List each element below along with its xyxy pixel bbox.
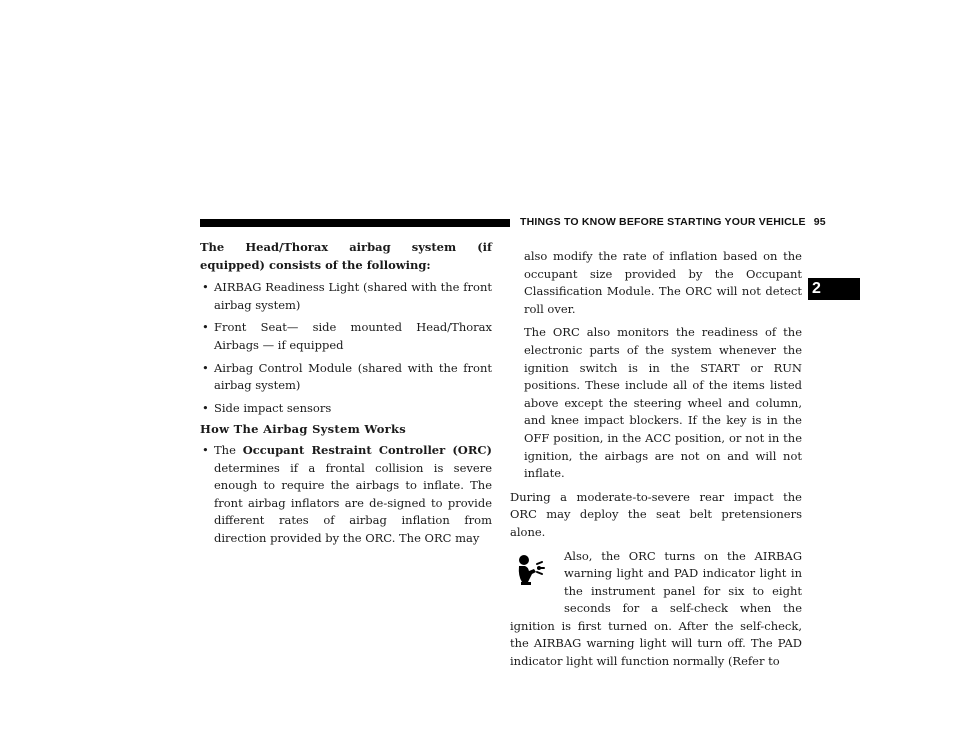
header-bar bbox=[200, 219, 510, 227]
list-item: • Airbag Control Module (shared with the front airbag system) bbox=[202, 360, 492, 393]
left-column bbox=[200, 239, 492, 548]
section-title: THINGS TO KNOW BEFORE STARTING YOUR VEHICLE bbox=[520, 216, 806, 228]
list-item: • Side impact sensors bbox=[200, 400, 492, 418]
page-number: 95 bbox=[813, 216, 826, 228]
bullet-icon: • bbox=[202, 400, 209, 415]
bullet-icon: • bbox=[202, 320, 209, 335]
list-item: • Front Seat— side mounted Head/Thorax Airbags — if equipped bbox=[202, 320, 492, 352]
rear-impact-paragraph: During a moderate-to-severe rear impact the ORC may deploy the seat belt pretensioners alone. bbox=[510, 489, 802, 539]
airbag-warning-block bbox=[510, 548, 802, 671]
airbag-warning-paragraph: Also, the ORC turns on the AIRBAG warning light and PAD indicator light in the instrument panel for six to eight seconds for a self-check when the ignition is first turned on. After the self-check, the AIRBAG warning light will turn off. The PAD indicator light will function normally (Refer to bbox=[510, 548, 802, 669]
right-column bbox=[510, 248, 802, 671]
monitor-paragraph: The ORC also monitors the readiness of the electronic parts of the system whenever the ignition switch is in the START or RUN positions. These include all of the items listed above except the steering wheel and column, and knee impact blockers. If the key is in the OFF position, in the ACC position, or not in the ignition, the airbags are not on and will not inflate. bbox=[524, 325, 802, 481]
bullet-icon: • bbox=[202, 360, 209, 375]
bullet-icon: • bbox=[202, 280, 209, 295]
list-item: • The Occupant Restraint Controller (ORC) determines if a frontal collision is severe enough to require the airbags to inflate. The front airbag inflators are de-signed to provide different rates of airbag inflation from direction provided by the ORC. The ORC may bbox=[202, 442, 492, 545]
intro-text: The Head/Thorax airbag system (if equipped) consists of the following: bbox=[200, 240, 492, 272]
running-header bbox=[520, 216, 826, 228]
component-list bbox=[200, 279, 492, 417]
list-item: • AIRBAG Readiness Light (shared with the front airbag system) bbox=[202, 280, 492, 312]
continued-paragraph: also modify the rate of inflation based on the occupant size provided by the Occupant Classification Module. The ORC will not detect roll over. bbox=[524, 249, 802, 316]
orc-term: Occupant Restraint Controller (ORC) bbox=[242, 442, 492, 457]
chapter-tab: 2 bbox=[808, 278, 860, 300]
airbag-icon-wrap bbox=[510, 548, 564, 606]
airbag-warning-icon bbox=[516, 554, 546, 588]
bullet-icon: • bbox=[202, 442, 209, 457]
section-heading: How The Airbag System Works bbox=[200, 422, 407, 437]
orc-list bbox=[200, 442, 492, 548]
